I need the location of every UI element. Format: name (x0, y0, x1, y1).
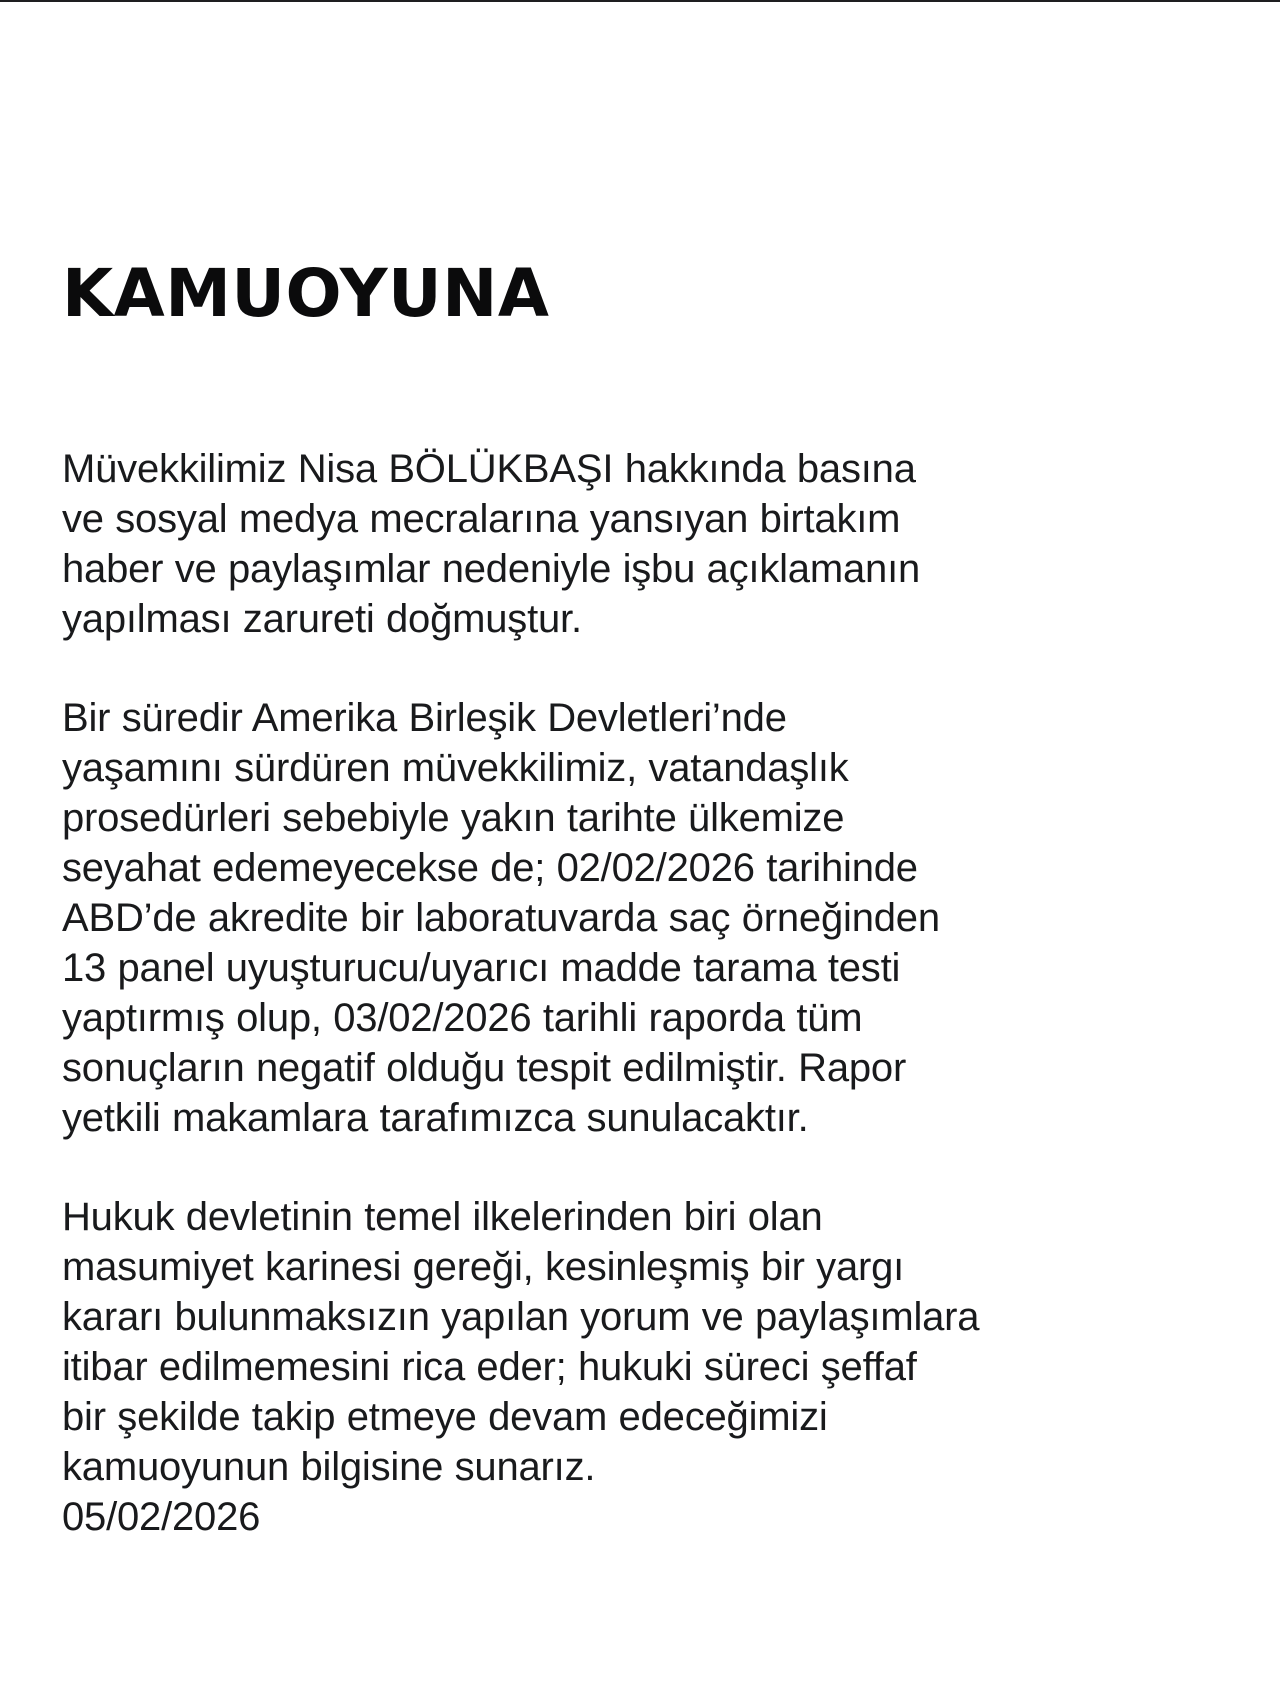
statement-date: 05/02/2026 (62, 1495, 261, 1539)
text-line: yaşamını sürdüren müvekkilimiz, vatandaşlık (62, 746, 849, 790)
paragraph-intro (62, 444, 1232, 644)
text-line: yaptırmış olup, 03/02/2026 tarihli raporda tüm (62, 996, 863, 1040)
statement-body (62, 444, 1232, 1542)
text-line: ABD’de akredite bir laboratuvarda saç örneğinden (62, 896, 940, 940)
text-line: ve sosyal medya mecralarına yansıyan birtakım (62, 497, 901, 541)
text-line: 13 panel uyuşturucu/uyarıcı madde tarama testi (62, 946, 901, 990)
page-title: KAMUOYUNA (62, 255, 550, 332)
text-line: yapılması zarureti doğmuştur. (62, 597, 582, 641)
text-line: seyahat edemeyecekse de; 02/02/2026 tarihinde (62, 846, 918, 890)
text-line: kamuoyunun bilgisine sunarız. (62, 1445, 596, 1489)
text-line: Hukuk devletinin temel ilkelerinden biri olan (62, 1195, 823, 1239)
top-edge-strip (0, 0, 1280, 2)
text-line: prosedürleri sebebiyle yakın tarihte ülkemize (62, 796, 845, 840)
text-line: haber ve paylaşımlar nedeniyle işbu açıklamanın (62, 547, 921, 591)
text-line: sonuçların negatif olduğu tespit edilmiştir. Rapor (62, 1046, 907, 1090)
text-line: masumiyet karinesi gereği, kesinleşmiş bir yargı (62, 1245, 905, 1289)
text-line: bir şekilde takip etmeye devam edeceğimizi (62, 1395, 828, 1439)
paragraph-facts (62, 693, 1232, 1143)
text-line: kararı bulunmaksızın yapılan yorum ve paylaşımlara (62, 1295, 980, 1339)
paragraph-legal (62, 1192, 1232, 1542)
text-line: Bir süredir Amerika Birleşik Devletleri’nde (62, 696, 787, 740)
text-line: yetkili makamlara tarafımızca sunulacaktır. (62, 1096, 809, 1140)
text-line: Müvekkilimiz Nisa BÖLÜKBAŞI hakkında basına (62, 447, 916, 491)
text-line: itibar edilmemesini rica eder; hukuki süreci şeffaf (62, 1345, 917, 1389)
